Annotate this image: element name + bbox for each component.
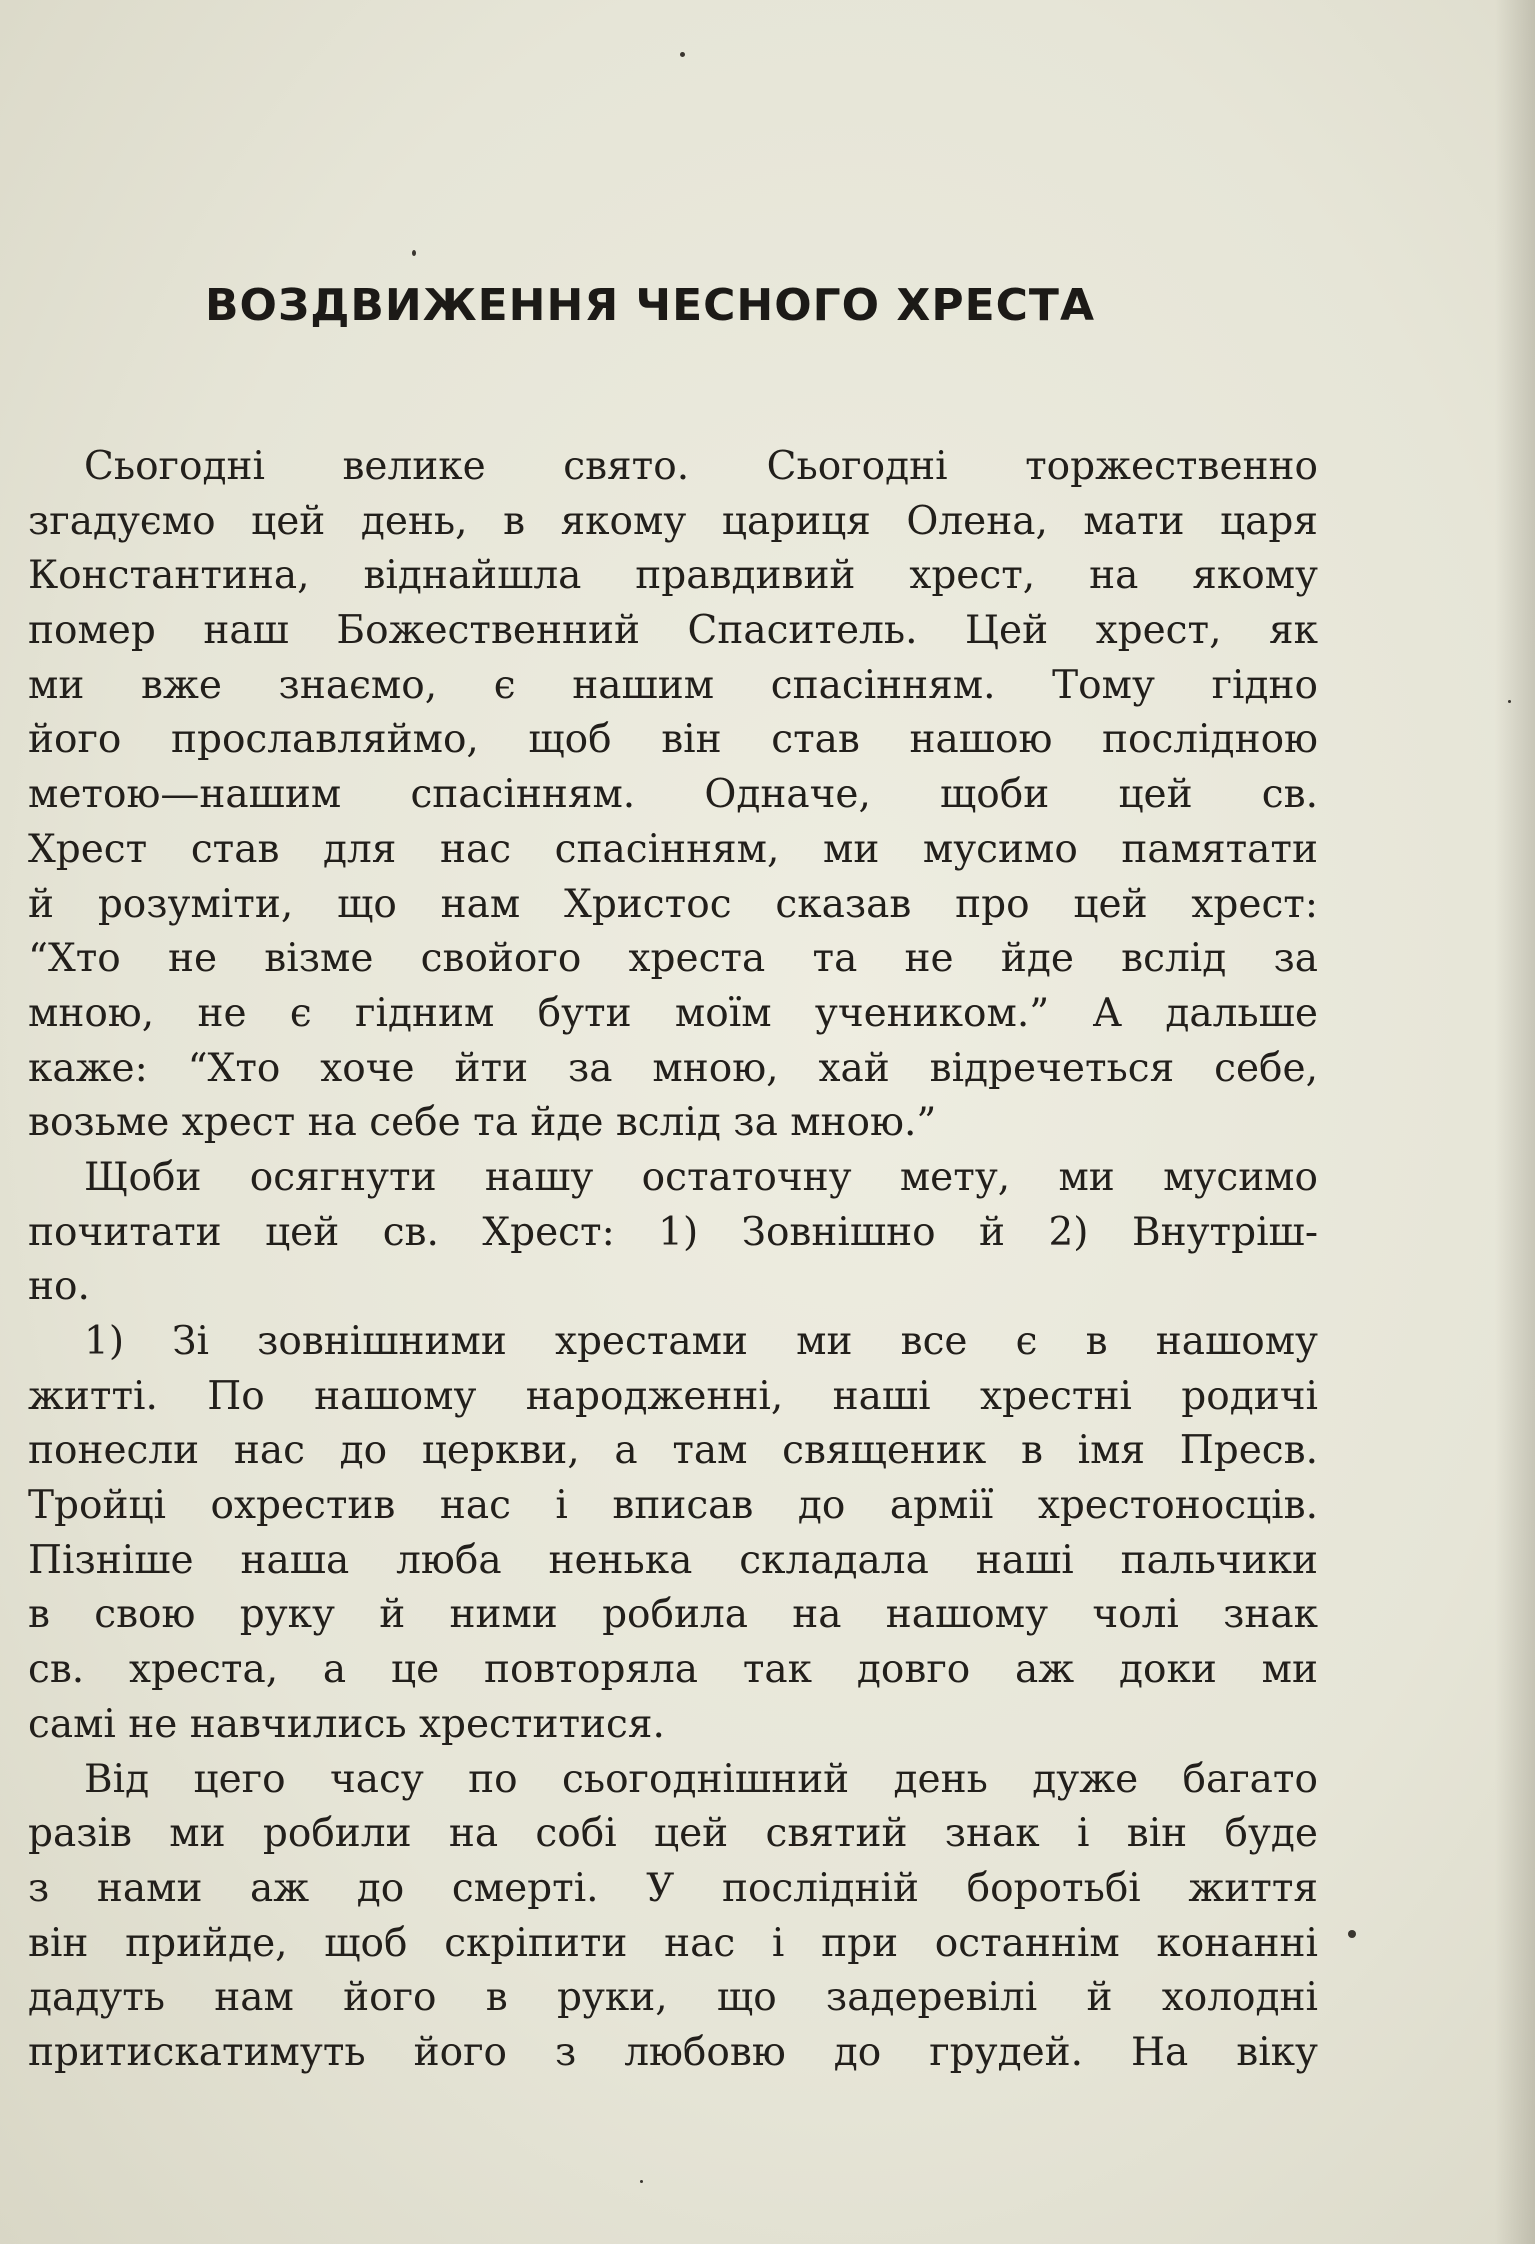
- text-line: возьме хрест на себе та йде вслід за мною.”: [28, 1100, 937, 1146]
- text-line: помер наш Божественний Спаситель. Цей хрест, як: [28, 608, 1318, 654]
- text-line: з нами аж до смерті. У послідній боротьбі життя: [28, 1865, 1318, 1911]
- scan-speck: [680, 52, 685, 57]
- text-line: почитати цей св. Хрест: 1) Зовнішно й 2) Внутріш-: [28, 1209, 1318, 1255]
- text-line: в свою руку й ними робила на нашому чолі знак: [28, 1592, 1318, 1638]
- text-line: понесли нас до церкви, а там священик в імя Пресв.: [28, 1428, 1318, 1474]
- text-line: він прийде, щоб скріпити нас і при останнім конанні: [28, 1920, 1318, 1966]
- text-line: житті. По нашому народженні, наші хрестні родичі: [28, 1373, 1318, 1419]
- text-line: разів ми робили на собі цей святий знак і він буде: [28, 1811, 1318, 1857]
- text-line: Пізніше наша люба ненька складала наші пальчики: [28, 1537, 1318, 1583]
- page-title: ВОЗДВИЖЕННЯ ЧЕСНОГО ХРЕСТА: [205, 280, 1095, 331]
- text-line: й розуміти, що нам Христос сказав про цей хрест:: [28, 881, 1318, 927]
- text-line: Тройці охрестив нас і вписав до армії хрестоносців.: [28, 1483, 1318, 1529]
- text-line: Константина, віднайшла правдивий хрест, на якому: [28, 553, 1318, 599]
- scan-speck: [412, 250, 416, 256]
- text-line: мною, не є гідним бути моїм учеником.” А дальше: [28, 990, 1318, 1036]
- paragraph-4: [28, 1753, 1318, 2081]
- body-text: [28, 440, 1318, 2081]
- scan-speck: [1348, 1930, 1356, 1938]
- paragraph-3: [28, 1315, 1318, 1753]
- text-line: дадуть нам його в руки, що задеревілі й холодні: [28, 1975, 1318, 2021]
- text-line: самі не навчились хреститися.: [28, 1701, 665, 1747]
- text-line: “Хто не візме свойого хреста та не йде вслід за: [28, 936, 1318, 982]
- text-line: Від цего часу по сьогоднішний день дуже багато: [84, 1756, 1318, 1802]
- text-line: Щоби осягнути нашу остаточну мету, ми мусимо: [84, 1154, 1318, 1200]
- scan-speck: [640, 2180, 643, 2183]
- text-line: 1) Зі зовнішними хрестами ми все є в нашому: [84, 1319, 1318, 1364]
- text-line: Хрест став для нас спасінням, ми мусимо памятати: [28, 826, 1318, 872]
- paragraph-1: [28, 440, 1318, 1151]
- text-line: згадуємо цей день, в якому цариця Олена, мати царя: [28, 498, 1318, 544]
- text-line: но.: [28, 1264, 90, 1310]
- text-line: св. хреста, а це повторяла так довго аж доки ми: [28, 1647, 1318, 1693]
- text-line: каже: “Хто хоче йти за мною, хай відречеться себе,: [28, 1045, 1318, 1091]
- text-line: ми вже знаємо, є нашим спасінням. Тому гідно: [28, 662, 1318, 708]
- text-line: його прославляймо, щоб він став нашою послідною: [28, 717, 1318, 763]
- scan-speck: [1508, 700, 1511, 703]
- page-edge-shadow: [1495, 0, 1535, 2244]
- text-line: метою—нашим спасінням. Одначе, щоби цей св.: [28, 772, 1318, 818]
- text-line: Сьогодні велике свято. Сьогодні торжественно: [84, 444, 1318, 489]
- paragraph-2: [28, 1151, 1318, 1315]
- text-line: притискатимуть його з любовю до грудей. На віку: [28, 2029, 1318, 2075]
